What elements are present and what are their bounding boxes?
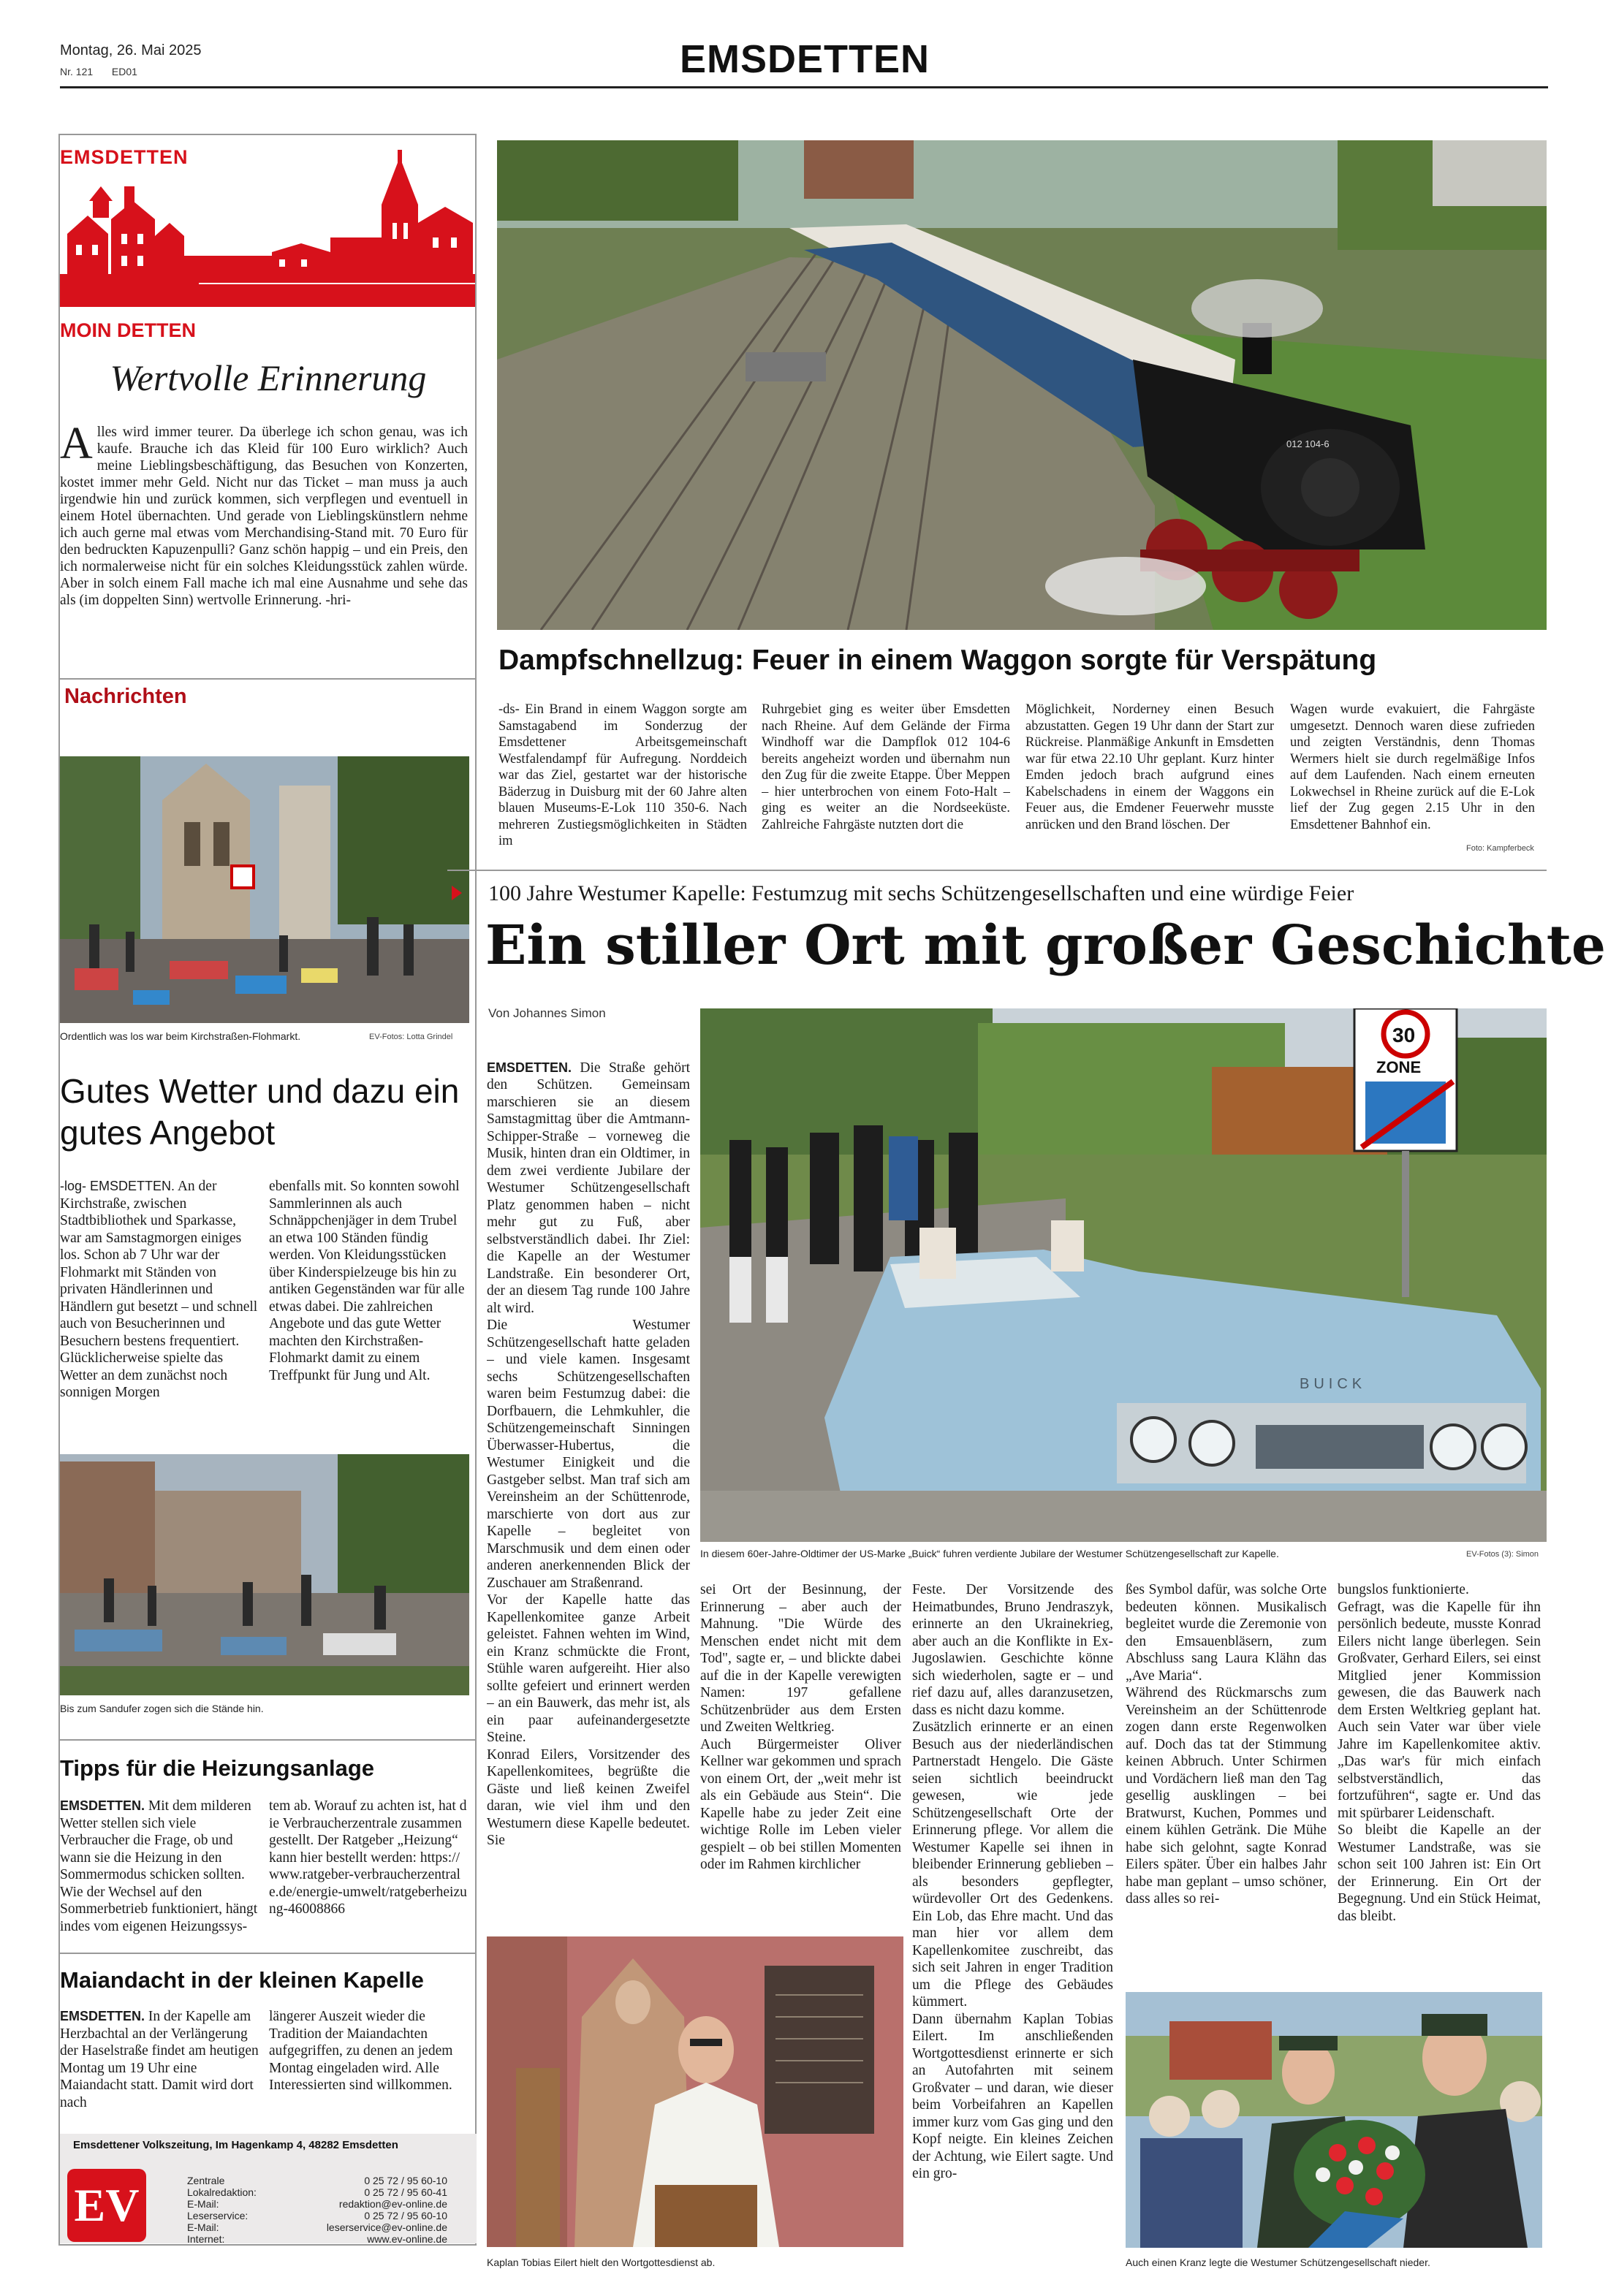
train-headline: Dampfschnellzug: Feuer in einem Waggon sorgte für Verspätung: [498, 645, 1377, 676]
edition-code: ED01: [111, 66, 137, 77]
kaplan-photo: [487, 1936, 903, 2247]
contact-label: Zentrale: [187, 2175, 225, 2186]
kranz-photo: [1126, 1992, 1542, 2248]
moin-body: lles wird immer teurer. Da überlege ich schon genau, was ich kaufe. Brauche ich das Kleid für 100 Euro wirklich? Auch meine Lieblingsbeschäftigung, das Besuchen von Konzerten, kostet immer mehr Geld. Nicht nur das Ticket – man muss ja auch irgendwie hin und zurück kommen, sich verpflegen und eventuell in einem Hotel übernachten. Und gerade von Lieblingskünstlern nehme ich auch gerne mal etwas vom Merchandising-Stand mit. 70 Euro für den bedruckten Kapuzenpulli? Ganz schön happig – und ein Preis, den ich normalerweise nicht für ein solches Kleidungsstück zahlen würde. Aber in solch einem Fall mache ich mal eine Ausnahme und sehe das als (im doppelten Sinn) wertvolle Erinnerung. -hri-: [60, 425, 468, 608]
train-col3: Möglichkeit, Norderney einen Besuch abzustatten. Gegen 19 Uhr dann der Start zur Rückreise. Planmäßige Ankunft in Emsdetten war für etwa 22.10 Uhr geplant. Kurz hinter Emden jedoch brach aufgrund eines Kabelschadens in einem der Waggons ein Feuer aus, die Emdener Feuerwehr musste anrücken und den Brand löschen. Der: [1025, 702, 1274, 832]
contact-row: [187, 2233, 447, 2245]
car-caption: In diesem 60er-Jahre-Oldtimer der US-Marke „Buick“ fuhren verdiente Jubilare der Westumer Schützengesellschaft zur Kapelle.: [700, 1548, 1279, 1559]
heizung-rule: [60, 1739, 477, 1741]
footer-publisher: Emsdettener Volkszeitung, Im Hagenkamp 4, 48282 Emsdetten: [73, 2139, 398, 2151]
maiandacht-col1: [60, 2008, 259, 2112]
flohmarkt-col2: ebenfalls mit. So konnten sowohl Sammlerinnen als auch Schnäppchenjäger in dem Trubel an etwa 100 Ständen fündig werden. Von Kleidungsstücken über Kinderspielzeuge bis hin zu antiken Gegenständen war für alle etwas dabei. Die zahlreichen Angebote und das gute Wetter machten den Kirchstraßen-Flohmarkt damit zu einem Treffpunkt für Jung und Alt.: [269, 1179, 465, 1383]
contact-value: 0 25 72 / 95 60-10: [364, 2210, 447, 2221]
footer-contacts: [187, 2175, 447, 2245]
heizung-col2: tem ab. Worauf zu achten ist, hat die Verbraucherzentrale zusammengestellt. Der Ratgeber „Heizung“ kann hier bestellt werden: https://www.ratgeber-verbraucherzentrale.de/energie-umwelt/ratgeberheizung-46008866: [269, 1798, 467, 1917]
contact-label: E-Mail:: [187, 2221, 219, 2233]
kranz-caption: Auch einen Kranz legte die Westumer Schützengesellschaft nieder.: [1126, 2257, 1430, 2268]
main-lead: EMSDETTEN.: [487, 1060, 572, 1075]
section-title: EMSDETTEN: [680, 37, 930, 81]
car-photo: [700, 1008, 1547, 1542]
moin-kicker: MOIN DETTEN: [60, 319, 196, 341]
sidebar-logo-label: EMSDETTEN: [60, 146, 189, 168]
sandufer-photo: [60, 1454, 469, 1695]
contact-value[interactable]: leserservice@ev-online.de: [326, 2221, 447, 2233]
ev-logo-text: EV: [74, 2179, 140, 2231]
issue-number: Nr. 121: [60, 66, 94, 77]
main-col4: ßes Symbol dafür, was solche Orte bedeuten können. Musikalisch begleitet wurde die Zeremonie von den Emsauenbläsern, zum Abschluss sang Laura Klähn das „Ave Maria“. Während des Rückmarschs zum Vereinsheim an der Schüttenrode zogen dann erste Regenwolken auf. Doch das tat der Stimmung keinen Abbruch. Unter Schirmen und Vordächern ließ man den Tag gesellig ausklingen – bei Bratwurst, Kuchen, Pommes und einem kühlen Getränk. Die Mühe habe sich gelohnt, sagte Konrad Eilers später. Über ein halbes Jahr habe man geplant – umso schöner, dass alles so rei-: [1126, 1582, 1327, 1907]
loco-number: 012 104-6: [1286, 438, 1330, 449]
car-credit: EV-Fotos (3): Simon: [1466, 1550, 1539, 1559]
masthead-date: Montag, 26. Mai 2025: [60, 42, 202, 58]
flohmarkt-illustration: [60, 756, 469, 1023]
kaplan-caption: Kaplan Tobias Eilert hielt den Wortgottesdienst ab.: [487, 2257, 716, 2268]
heizung-col1: [60, 1798, 259, 1936]
speed-sign-number: 30: [1392, 1024, 1416, 1046]
train-divider: [447, 870, 1547, 871]
car-brand-badge: BUICK: [1300, 1376, 1367, 1392]
steam-train-illustration: [497, 140, 1547, 630]
masthead-rule: [60, 86, 1548, 88]
train-col4: Wagen wurde evakuiert, die Fahrgäste umgesetzt. Dennoch waren diese zufrieden und zeigten Verständnis, denn Thomas Wermers hielt sie durch regelmäßige Infos auf dem Laufenden. Nach einem erneuten Lokwechsel in Rheine zurück auf die E-Lok lief der Zug gegen 2.15 Uhr in den Emsdettener Bahnhof ein.: [1290, 702, 1535, 832]
main-col3: Feste. Der Vorsitzende des Heimatbundes, Bruno Jendraszyk, erinnerte an den Ukrainekrieg, aber auch an die Konflikte in Ex-Jugoslawien. Geschichte könne sich wiederholen, sagte er – und rief dazu auf, alles daranzusetzen, dass es nicht dazu komme. Zusätzlich erinnerte er an einen Besuch aus der niederländischen Partnerstadt Hengelo. Die Gäste seien sichtlich beeindruckt gewesen, wie jede Schützengesellschaft Orte der Erinnerung pflege. Vor allem die Westumer Kapelle sei ihnen in bleibender Erinnerung geblieben – als besonders gepflegter, würdevoller Ort des Gedenkens. Ein Lob, das Ehre macht. Und das man hier vor allem dem Kapellenkomitee zuschreibt, das sich seit Jahren in enger Tradition um die Pflege des Gebäudes kümmert. Dann übernahm Kaplan Tobias Eilert. Im anschließenden Wortgottesdienst erinnerte er sich an Autofahrten mit seinem Großvater – und daran, wie dieser beim Vorbeifahren an Kapellen immer kurz vom Gas ging und den Kopf neigte. Ein kleines Zeichen der Achtung, wie Eilert sagte. Und ein gro-: [912, 1582, 1113, 2181]
sandufer-illustration: [60, 1454, 469, 1695]
kaplan-illustration: [487, 1936, 903, 2247]
flohmarkt-credit: EV-Fotos: Lotta Grindel: [369, 1033, 453, 1041]
flohmarkt-headline: Gutes Wetter und dazu ein gutes Angebot: [60, 1072, 460, 1152]
train-credit: Foto: Kampferbeck: [1466, 844, 1534, 853]
heizung-col1-text: Mit dem milderen Wetter stellen sich viele Verbraucher die Frage, ob und wann sie die Heizung in den Sommermodus schicken sollten. Wie der Wechsel auf den Sommerbetrieb funktioniert, hängt indes vom eigenen Heizungssys-: [60, 1798, 258, 1934]
main-kicker: 100 Jahre Westumer Kapelle: Festumzug mit sechs Schützengesellschaften und eine würdige Feier: [488, 881, 1354, 905]
maiandacht-col1-text: In der Kapelle am Herzbachtal an der Verlängerung der Haselstraße findet am heutigen Montag um 19 Uhr eine Maiandacht statt. Damit wird dort nach: [60, 2009, 259, 2110]
contact-row: [187, 2175, 447, 2186]
maiandacht-headline: Maiandacht in der kleinen Kapelle: [60, 1967, 424, 1993]
flohmarkt-lead: -log- EMSDETTEN.: [60, 1179, 175, 1193]
contact-value[interactable]: www.ev-online.de: [367, 2233, 447, 2245]
main-col5: bungslos funktionierte. Gefragt, was die Kapelle für ihn persönlich bedeute, musste Konrad Eilers nicht lange überlegen. Sein Großvater, Gerhard Eilers, sei einst Mitglied jener Kommission gewesen, die das Bauwerk nach dem Ersten Weltkrieg geplant hat. Auch sein Vater war über viele Jahre im Kapellenkomitee aktiv. „Das war's für mich einfach selbstverständlich, das fortzuführen“, sagte er. Und das mit spürbarer Leidenschaft. So bleibt die Kapelle an der Westumer Landstraße, was sie schon seit 100 Jahren ist: Ein Ort der Erinnerung. Ein Ort der Begegnung. Und ein Stück Heimat, das bleibt.: [1338, 1582, 1541, 1924]
contact-value[interactable]: redaktion@ev-online.de: [338, 2198, 447, 2210]
masthead-issue: [60, 66, 137, 77]
speed-sign-zone: ZONE: [1376, 1058, 1422, 1076]
contact-label: Leserservice:: [187, 2210, 249, 2221]
main-red-marker: [452, 886, 462, 900]
oldtimer-parade-illustration: [700, 1008, 1547, 1542]
main-headline: Ein stiller Ort mit großer Geschichte: [485, 914, 1607, 977]
main-byline: Von Johannes Simon: [488, 1006, 606, 1020]
main-col1-text: Die Straße gehört den Schützen. Gemeinsam marschieren sie an diesem Samstagmittag über die Amtmann-Schipper-Straße – vorneweg die Musik, hinten dran ein Oldtimer, in dem zwei verdiente Jubilare der Westumer Schützengesellschaft Platz genommen haben – nicht mehr gut zu Fuß, aber selbstverständlich dabei. Ihr Ziel: die Kapelle an der Westumer Landstraße. Ein besonderer Ort, der an diesem Tag runde 100 Jahre alt wird. Die Westumer Schützengesellschaft hatte geladen – und viele kamen. Insgesamt sechs Schützengesellschaften waren beim Festumzug dabei: die Dorfbauern, die Lehmkuhler, die Schützengemeinschaft Sinningen Überwasser-Hubertus, die Westumer Einigkeit und die Gastgeber selbst. Man traf sich am Vereinsheim an der Schüttenrode, marschierte von dort aus zur Kapelle – begleitet von Marschmusik und dem einen oder anderen anerkennenden Blick der Zuschauer am Straßenrand. Vor der Kapelle hatte das Kapellenkomitee ganze Arbeit geleistet. Fahnen wehten im Wind, ein Kranz schmückte die Front, Stühle waren aufgereiht. Hier also sollte gefeiert und erinnert werden – an ein Bauwerk, das mehr ist, als ein paar aufeinandergesetzte Steine. Konrad Eilers, Vorsitzender des Kapellenkomitees, begrüßte die Gäste und ließ keinen Zweifel daran, wie viel ihm und den Westumern diese Kapelle bedeutet. Sie: [487, 1060, 690, 1848]
ev-logo: [67, 2169, 146, 2242]
flohmarkt-col1-text: An der Kirchstraße, zwischen Stadtbibliothek und Sparkasse, war am Samstagmorgen einiges los. Schon ab 7 Uhr war der Flohmarkt mit Ständen von privaten Händlerinnen und Händlern gut besetzt – und schnell auch von Besucherinnen und Besuchern bestens frequentiert. Glücklicherweise spielte das Wetter an dem zunächst noch sonnigen Morgen: [60, 1179, 258, 1400]
maiandacht-col2: längerer Auszeit wieder die Tradition der Maiandachten aufgegriffen, zu denen an jedem Montag eingeladen wird. Alle Interessierten sind willkommen.: [269, 2009, 453, 2093]
train-col2: Ruhrgebiet ging es weiter über Emsdetten nach Rheine. Auf dem Gelände der Firma Windhoff war die Dampflok 012 104-6 bereits angeheizt worden und übernahm nun den Zug für die zweite Etappe. Über Meppen – hier unterbrochen von einem Foto-Halt – ging es weiter an die Nordseeküste. Zahlreiche Fahrgäste nutzten dort die: [762, 702, 1010, 832]
contact-row: [187, 2221, 447, 2233]
nachrichten-rule: [60, 678, 477, 680]
main-col2: sei Ort der Besinnung, der Erinnerung – aber auch der Mahnung. "Die Würde des Menschen endet nicht mit dem Tod", sagte er, – und blickte dabei auf die in der Kapelle verewigten Namen: 197 gefallene Schützenbrüder aus dem Ersten und Zweiten Weltkrieg. Auch Bürgermeister Oliver Kellner war gekommen und sprach von einem Ort, der „weit mehr ist als ein Gebäude aus Stein“. Die Kapelle habe zu jeder Zeit eine wichtige Rolle im Leben vieler gespielt – ob bei stillen Momenten oder im Rahmen kirchlicher: [700, 1582, 901, 1872]
emsdetten-skyline-logo: [60, 150, 475, 307]
maiandacht-lead: EMSDETTEN.: [60, 2009, 145, 2023]
flohmarkt-caption: Ordentlich was los war beim Kirchstraßen-Flohmarkt.: [60, 1030, 301, 1042]
heizung-headline: Tipps für die Heizungsanlage: [60, 1755, 375, 1781]
contact-row: [187, 2210, 447, 2221]
contact-value: 0 25 72 / 95 60-41: [364, 2186, 447, 2198]
maiandacht-rule: [60, 1953, 477, 1954]
contact-label: E-Mail:: [187, 2198, 219, 2210]
moin-title: Wertvolle Erinnerung: [110, 357, 427, 398]
contact-row: [187, 2186, 447, 2198]
contact-label: Lokalredaktion:: [187, 2186, 257, 2198]
contact-row: [187, 2198, 447, 2210]
heizung-lead: EMSDETTEN.: [60, 1798, 145, 1813]
moin-text: [60, 424, 468, 650]
train-col1: -ds- Ein Brand in einem Waggon sorgte am Samstagabend im Sonderzug der Emsdettener Arbeitsgemeinschaft Westfalendampf für Aufregung. Norddeich war das Ziel, gestartet war der historische Bäderzug in Duisburg mit der 60 Jahre alten blauen Museums-E-Lok 110 350-6. Nach mehreren Zustiegsmöglichkeiten in Städten im: [498, 702, 747, 848]
kranz-illustration: [1126, 1992, 1542, 2248]
sandufer-caption: Bis zum Sandufer zogen sich die Stände hin.: [60, 1703, 264, 1714]
contact-label: Internet:: [187, 2233, 225, 2245]
flohmarkt-photo: [60, 756, 469, 1023]
train-photo: [497, 140, 1547, 630]
contact-value: 0 25 72 / 95 60-10: [364, 2175, 447, 2186]
flohmarkt-col1: [60, 1178, 259, 1426]
nachrichten-label: Nachrichten: [64, 685, 187, 708]
moin-dropcap: A: [60, 424, 93, 468]
